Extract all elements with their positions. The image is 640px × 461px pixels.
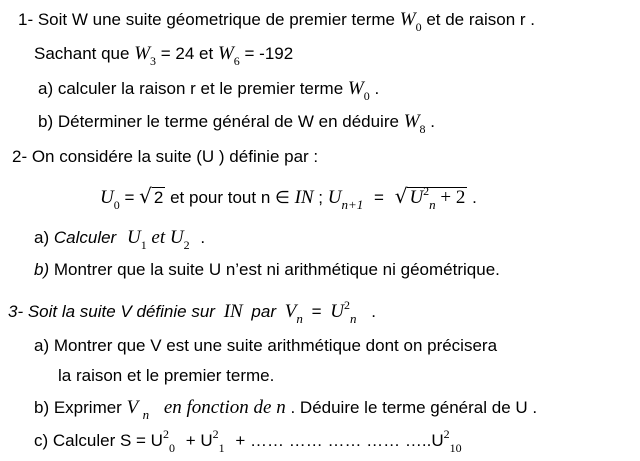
q1-b-text: b) Déterminer le terme général de W en déduire — [38, 112, 399, 131]
q1-a-end: . — [374, 79, 380, 98]
q3-c-sub10: 10 — [449, 441, 462, 455]
q3-b-text: b) Exprimer — [34, 398, 122, 417]
q3-c-sub1: 1 — [218, 441, 225, 455]
q2-a-label: a) — [34, 228, 50, 247]
q2-intro-line — [12, 147, 318, 167]
q3-a-line-2 — [58, 366, 274, 386]
q1-b-w8: $W_8$ — [403, 111, 426, 136]
q2-intro-text: 2- On considére la suite (U ) définie par : — [12, 147, 319, 166]
q1-intro-line — [18, 9, 535, 34]
q3-intro-text: 3- Soit la suite V définie sur — [8, 302, 215, 321]
q2-IN: IN — [294, 187, 314, 208]
q2-u-n1: $U_{n+1}$ — [327, 187, 364, 212]
q1-a-w0: $W_0$ — [347, 78, 370, 103]
q1-raison-text: et de raison r . — [426, 10, 535, 29]
q3-a-text-2: la raison et le premier terme. — [58, 366, 275, 385]
q3-c-ulast: U — [431, 431, 444, 450]
q1-w3-value: = 24 et — [160, 44, 214, 63]
q3-b-mid: en fonction de n — [163, 397, 286, 418]
q2-u1: $U_1$ — [126, 227, 147, 252]
q2-b-line — [34, 260, 500, 280]
q1-a-line — [38, 78, 380, 103]
q3-b-end: . Déduire le terme général de U . — [290, 398, 538, 417]
q2-u0: $U_0$ — [100, 187, 120, 212]
q3-a-text-1: a) Montrer que V est une suite arithmétique dont on précisera — [34, 336, 498, 355]
q2-a-line — [34, 227, 206, 252]
q3-c-sq1: 2 — [212, 427, 219, 441]
q3-c-sq10: 2 — [443, 427, 450, 441]
sqrt-two: √ 2 — [139, 184, 164, 208]
q3-IN: IN — [223, 301, 243, 322]
q1-sachant-line — [34, 43, 294, 68]
equals-sign-2: = — [374, 188, 384, 207]
q2-u2: $U_2$ — [169, 227, 190, 252]
q3-eq: = — [311, 302, 322, 321]
q3-u-sq-n: $U^2_n$ — [330, 298, 357, 326]
sqrt-recurrence: √ $U^2_n + 2$ — [394, 184, 466, 212]
element-of-symbol: ∈ — [275, 188, 290, 207]
q2-a-text: Calculer — [53, 228, 117, 247]
q3-end: . — [371, 302, 376, 321]
q1-w3: $W_3$ — [134, 43, 157, 68]
q3-b-line — [34, 397, 538, 422]
q1-intro-text: 1- Soit W une suite géometrique de premier terme — [18, 10, 396, 29]
q2-definition-line — [100, 184, 477, 212]
q3-c-dots: + …… …… …… …… ….. — [235, 431, 432, 450]
q1-sachant-text: Sachant que — [34, 44, 130, 63]
q3-vn: $V_n$ — [284, 301, 303, 326]
q3-c-text: c) Calculer S = U — [34, 431, 163, 450]
q1-b-line — [38, 111, 435, 136]
q2-et: et — [151, 227, 166, 248]
q3-a-line-1 — [34, 336, 497, 356]
q1-b-end: . — [430, 112, 435, 131]
equals-sign: = — [124, 188, 135, 207]
q2-pour-tout: et pour tout n — [170, 188, 271, 207]
q2-def-end: . — [472, 188, 477, 207]
q3-c-plus1: + U — [185, 431, 213, 450]
q1-w0: $W_0$ — [399, 9, 422, 34]
semicolon: ; — [318, 188, 324, 207]
q3-par: par — [251, 302, 276, 321]
q1-w6: $W_6$ — [217, 43, 240, 68]
q3-b-vn: V $_n$ — [126, 397, 150, 422]
q2-b-label: b) — [34, 260, 50, 279]
q3-c-line — [34, 427, 462, 455]
q1-w6-value: = -192 — [244, 44, 294, 63]
q3-intro-line — [8, 298, 376, 326]
q3-c-sq0: 2 — [162, 427, 169, 441]
q1-a-text: a) calculer la raison r et le premier terme — [38, 79, 344, 98]
q3-c-sub0: 0 — [168, 441, 175, 455]
q2-b-text: Montrer que la suite U n’est ni arithmétique ni géométrique. — [53, 260, 500, 279]
q2-a-end: . — [200, 228, 206, 247]
